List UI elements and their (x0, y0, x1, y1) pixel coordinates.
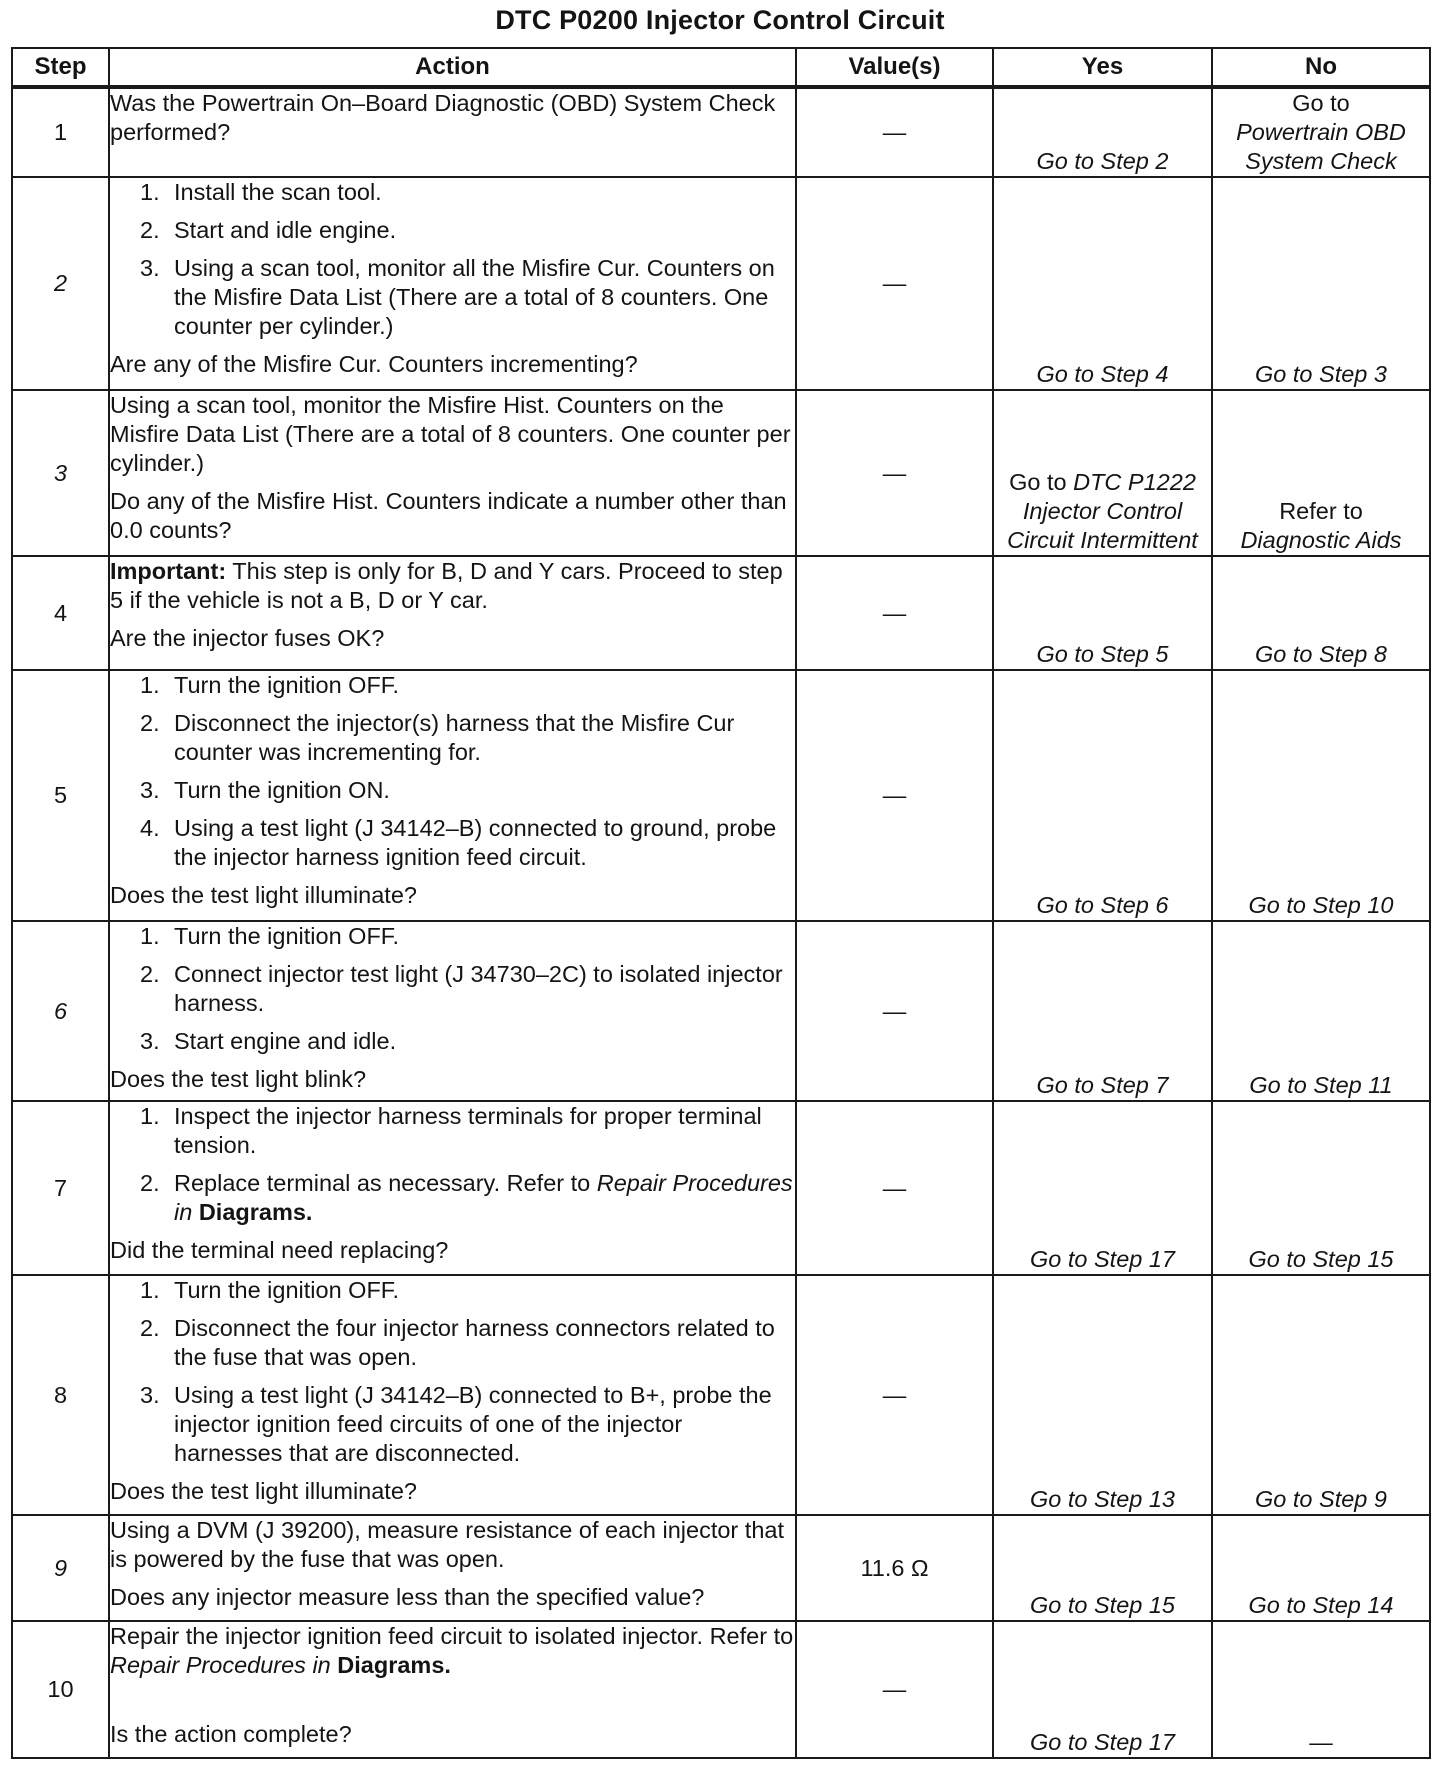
table-row (12, 921, 1430, 1101)
action-question: Does any injector measure less than the specified value? (110, 1584, 705, 1610)
step-number: 9 (12, 1515, 109, 1621)
action-step: 2. Start and idle engine. (140, 217, 397, 243)
value-cell: — (796, 670, 993, 921)
action-cell (109, 1621, 796, 1758)
table-header-row (12, 48, 1430, 87)
important-text: This step is only for B, D and Y cars. Proceed to step 5 if the vehicle is not a B, D or Y car. (110, 558, 783, 613)
no-cell: Go to Step 8 (1212, 556, 1430, 670)
reference-text: Repair Procedures in (110, 1652, 331, 1678)
reference-bold: Diagrams. (337, 1652, 451, 1678)
yes-cell: Go to Step 13 (993, 1275, 1212, 1515)
no-cell: Go to Step 9 (1212, 1275, 1430, 1515)
no-text: Refer to (1279, 498, 1363, 524)
important-label: Important: (110, 558, 227, 584)
yes-cell (993, 390, 1212, 556)
step-number: 6 (12, 921, 109, 1101)
step-number: 4 (12, 556, 109, 670)
action-steps-list (110, 1276, 795, 1468)
step-number: 1 (12, 87, 109, 177)
value-cell: — (796, 87, 993, 177)
value-cell: — (796, 177, 993, 390)
no-reference: Powertrain OBD System Check (1236, 119, 1406, 174)
no-cell: Go to Step 14 (1212, 1515, 1430, 1621)
action-cell (109, 921, 796, 1101)
value-cell: — (796, 556, 993, 670)
yes-cell: Go to Step 5 (993, 556, 1212, 670)
action-question: Does the test light blink? (110, 1066, 367, 1092)
reference-bold: Diagrams. (198, 1199, 313, 1225)
no-text: Go to (1292, 90, 1350, 116)
no-cell: — (1212, 1621, 1430, 1758)
action-steps-list (110, 922, 795, 1056)
step-number: 10 (12, 1621, 109, 1758)
action-cell (109, 390, 796, 556)
value-cell: 11.6 Ω (796, 1515, 993, 1621)
important-note (110, 557, 795, 615)
no-cell: Go to Step 15 (1212, 1101, 1430, 1275)
action-step: 2. Disconnect the four injector harness connectors related to the fuse that was open. (140, 1315, 775, 1370)
action-cell (109, 1101, 796, 1275)
action-step: 4. Using a test light (J 34142–B) connected to ground, probe the injector harness ignition feed circuit. (140, 815, 777, 870)
yes-cell: Go to Step 15 (993, 1515, 1212, 1621)
yes-cell: Go to Step 17 (993, 1621, 1212, 1758)
action-cell (109, 177, 796, 390)
table-row (12, 556, 1430, 670)
action-step: 3. Start engine and idle. (140, 1028, 397, 1054)
header-no: No (1212, 48, 1430, 87)
action-text: Using a DVM (J 39200), measure resistance of each injector that is powered by the fuse that was open. (110, 1517, 784, 1572)
table-row (12, 1621, 1430, 1758)
action-step: 3. Using a test light (J 34142–B) connected to B+, probe the injector ignition feed circuits of one of the injector harnesses that are disconnected. (140, 1382, 772, 1466)
step-number: 5 (12, 670, 109, 921)
table-row (12, 1515, 1430, 1621)
diagnostic-table (11, 47, 1431, 1759)
yes-cell: Go to Step 7 (993, 921, 1212, 1101)
action-question: Is the action complete? (110, 1721, 352, 1747)
value-cell: — (796, 921, 993, 1101)
yes-cell: Go to Step 17 (993, 1101, 1212, 1275)
action-question: Are the injector fuses OK? (110, 625, 385, 651)
table-row (12, 177, 1430, 390)
action-step: 2. Disconnect the injector(s) harness that the Misfire Cur counter was incrementing for. (140, 710, 735, 765)
action-steps-list (110, 1102, 795, 1227)
step-number: 8 (12, 1275, 109, 1515)
page-title: DTC P0200 Injector Control Circuit (495, 5, 945, 35)
action-cell (109, 87, 796, 177)
value-cell: — (796, 1101, 993, 1275)
action-question: Did the terminal need replacing? (110, 1237, 449, 1263)
yes-cell: Go to Step 4 (993, 177, 1212, 390)
action-cell (109, 556, 796, 670)
yes-cell: Go to Step 6 (993, 670, 1212, 921)
step-number: 2 (12, 177, 109, 390)
reference-text: Repair Procedures in (174, 1170, 793, 1225)
header-step: Step (12, 48, 109, 87)
no-cell: Go to Step 11 (1212, 921, 1430, 1101)
action-steps-list (110, 671, 795, 872)
action-steps-list (110, 178, 795, 341)
action-step: 3. Using a scan tool, monitor all the Misfire Cur. Counters on the Misfire Data List (There are a total of 8 counters. One counter per cylinder.) (140, 255, 775, 339)
table-row (12, 87, 1430, 177)
no-cell: Go to Step 3 (1212, 177, 1430, 390)
action-text: Repair the injector ignition feed circuit to isolated injector. Refer to Repair Procedures in Diagrams. (110, 1623, 794, 1678)
table-row (12, 670, 1430, 921)
table-row (12, 390, 1430, 556)
action-step: 1. Inspect the injector harness terminals for proper terminal tension. (140, 1103, 762, 1158)
table-row (12, 1275, 1430, 1515)
no-cell: Go to Step 10 (1212, 670, 1430, 921)
action-question: Are any of the Misfire Cur. Counters incrementing? (110, 351, 638, 377)
action-step: 1. Install the scan tool. (140, 179, 382, 205)
header-yes: Yes (993, 48, 1212, 87)
yes-reference: DTC P1222 Injector Control Circuit Intermittent (1007, 469, 1198, 553)
action-question: Do any of the Misfire Hist. Counters indicate a number other than 0.0 counts? (110, 488, 787, 543)
action-text: Using a scan tool, monitor the Misfire Hist. Counters on the Misfire Data List (There are a total of 8 counters. One counter per cylinder.) (110, 392, 791, 476)
action-step: 1. Turn the ignition OFF. (140, 672, 400, 698)
table-row (12, 1101, 1430, 1275)
header-values: Value(s) (796, 48, 993, 87)
header-action: Action (109, 48, 796, 87)
value-cell: — (796, 1275, 993, 1515)
action-cell (109, 1275, 796, 1515)
action-step: 1. Turn the ignition OFF. (140, 923, 400, 949)
action-step: 1. Turn the ignition OFF. (140, 1277, 400, 1303)
action-step: 3. Turn the ignition ON. (140, 777, 390, 803)
no-cell (1212, 87, 1430, 177)
yes-cell: Go to Step 2 (993, 87, 1212, 177)
action-question: Does the test light illuminate? (110, 1478, 417, 1504)
action-question: Does the test light illuminate? (110, 882, 417, 908)
step-number: 3 (12, 390, 109, 556)
yes-text: Go to (1009, 469, 1067, 495)
action-step: 2. Replace terminal as necessary. Refer to Repair Procedures in Diagrams. (140, 1170, 793, 1225)
action-cell (109, 1515, 796, 1621)
value-cell: — (796, 390, 993, 556)
no-reference: Diagnostic Aids (1240, 527, 1402, 553)
action-cell (109, 670, 796, 921)
action-text: Was the Powertrain On–Board Diagnostic (OBD) System Check performed? (110, 90, 776, 145)
action-step: 2. Connect injector test light (J 34730–2C) to isolated injector harness. (140, 961, 783, 1016)
no-cell (1212, 390, 1430, 556)
step-number: 7 (12, 1101, 109, 1275)
value-cell: — (796, 1621, 993, 1758)
